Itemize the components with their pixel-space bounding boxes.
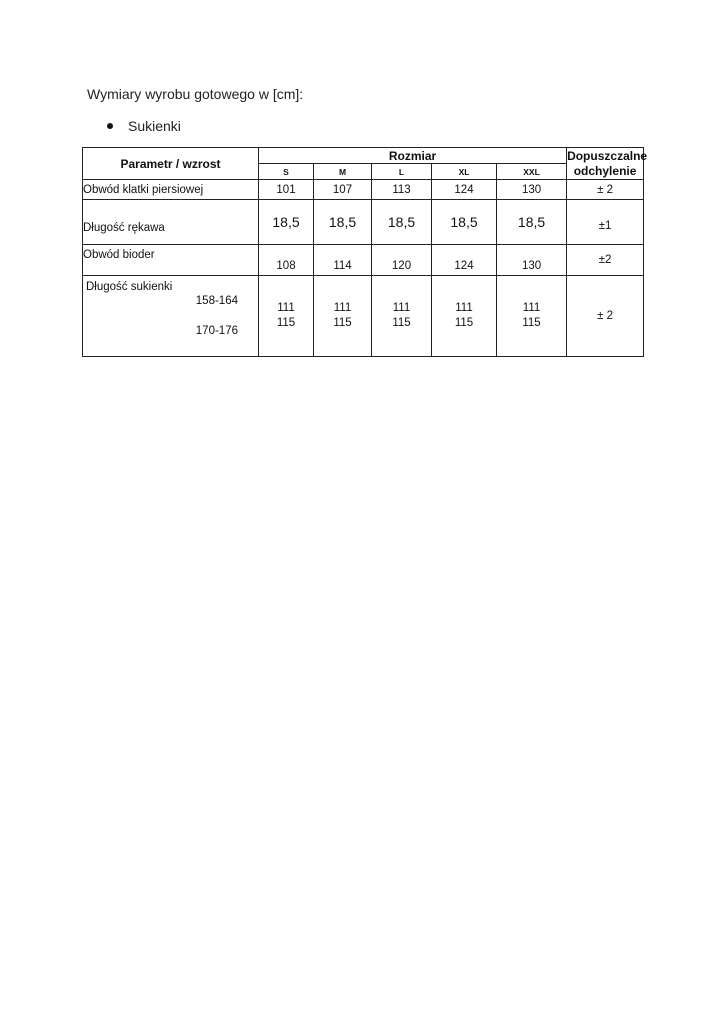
cell-tolerance: ± 2 [567,180,644,200]
size-header: Rozmiar [259,148,567,164]
param-header: Parametr / wzrost [83,148,259,180]
cell-value: 114 [333,260,352,272]
cell-value-cell [432,200,497,245]
size-l: L [372,164,432,180]
cell-value-cell [497,276,567,357]
cell-value-cell [497,245,567,276]
cell-value: 130 [497,180,567,200]
cell-value: 115 [333,317,352,329]
size-m: M [314,164,372,180]
tolerance-header [567,148,648,180]
row-label: Obwód klatki piersiowej [83,180,259,200]
cell-tolerance: ±2 [598,254,612,266]
cell-value: 124 [432,180,497,200]
table-row [83,200,644,245]
cell-value: 18,5 [272,214,300,230]
cell-value-cell [314,245,372,276]
cell-value-cell [372,200,432,245]
cell-value: 115 [522,317,541,329]
cell-value: 115 [392,317,411,329]
dimensions-table [82,147,648,357]
row-label: Długość sukienki [86,281,173,293]
cell-value: 18,5 [328,214,357,230]
table-row [83,276,644,357]
cell-value-cell [432,276,497,357]
cell-value-cell [259,276,314,357]
table-row [83,245,644,276]
cell-value-cell [432,245,497,276]
cell-tolerance-cell [567,245,644,276]
cell-value-cell [372,245,432,276]
tolerance-header-line1: Dopuszczalne [567,148,648,163]
height-range-2: 170-176 [195,325,238,337]
table-row [83,180,644,200]
cell-value: 124 [454,260,474,272]
cell-value: 111 [522,302,541,314]
height-range-1: 158-164 [195,295,238,307]
cell-value-cell [259,245,314,276]
cell-value: 115 [454,317,474,329]
cell-value: 108 [276,260,296,272]
cell-value: 111 [333,302,352,314]
cell-tolerance: ± 2 [567,276,644,357]
cell-value: 111 [455,302,473,314]
size-xxl: XXL [497,164,567,180]
cell-tolerance: ±1 [598,220,612,232]
table-header-row [83,148,644,164]
bullet-icon [107,123,113,129]
bullet-item [107,118,181,134]
cell-value: 18,5 [517,214,546,230]
size-s: S [259,164,314,180]
row-label: Długość rękawa [83,222,165,234]
cell-tolerance-cell [567,200,644,245]
cell-value: 111 [392,302,411,314]
cell-value: 115 [276,317,296,329]
row-label: Obwód bioder [83,249,155,261]
cell-value: 107 [314,180,372,200]
cell-value: 111 [277,302,295,314]
bullet-label: Sukienki [128,118,181,134]
row-label-cell [83,245,259,276]
cell-value: 120 [391,260,412,272]
cell-value: 18,5 [450,214,478,230]
cell-value: 130 [521,260,542,272]
cell-value-cell [372,276,432,357]
page-heading: Wymiary wyrobu gotowego w [cm]: [87,86,304,102]
cell-value-cell [497,200,567,245]
cell-value: 101 [259,180,314,200]
cell-value-cell [314,276,372,357]
row-label-cell [83,200,259,245]
cell-value: 113 [372,180,432,200]
tolerance-header-line2: odchylenie [573,163,637,178]
row-label-cell [83,276,259,357]
cell-value: 18,5 [387,214,416,230]
size-xl: XL [432,164,497,180]
cell-value-cell [259,200,314,245]
cell-value-cell [314,200,372,245]
